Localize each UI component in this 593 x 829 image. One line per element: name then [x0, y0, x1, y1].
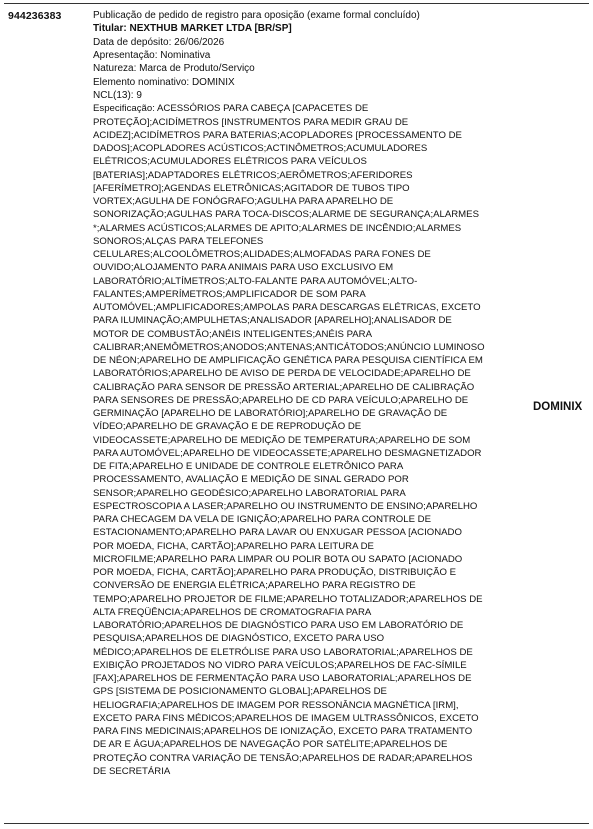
- nominative-element: Elemento nominativo: DOMINIX: [93, 76, 235, 88]
- process-number: 944236383: [8, 10, 62, 22]
- nature: Natureza: Marca de Produto/Serviço: [93, 63, 255, 75]
- bottom-divider: [4, 823, 589, 824]
- presentation: Apresentação: Nominativa: [93, 50, 211, 62]
- ncl-class: NCL(13): 9: [93, 90, 142, 102]
- top-divider: [4, 3, 589, 4]
- publication-status: Publicação de pedido de registro para oposição (exame formal concluído): [93, 10, 420, 21]
- titular: Titular: NEXTHUB MARKET LTDA [BR/SP]: [93, 23, 292, 35]
- deposit-date: Data de depósito: 26/06/2026: [93, 36, 225, 48]
- record-details: [93, 9, 485, 778]
- specification: Especificação: ACESSÓRIOS PARA CABEÇA [CAPACETES DE PROTEÇÃO];ACIDÍMETROS [INSTRUMENTOS PARA MEDIR GRAU DE ACIDEZ];ACIDÍMETROS PARA BATERIAS;ACOPLADORES [PROCESSAMENTO DE DADOS];ACOPLADORES ACÚSTICOS;ACTINÔMETROS;ACUMULADORES ELÉTRICOS;ACUMULADORES ELÉTRICOS PARA VEÍCULOS [BATERIAS];ADAPTADORES ELÉTRICOS;AERÔMETROS;AFERIDORES [AFERÍMETRO];AGENDAS ELETRÔNICAS;AGITADOR DE TUBOS TIPO VORTEX;AGULHA DE FONÓGRAFO;AGULHA PARA APARELHO DE SONORIZAÇÃO;AGULHAS PARA TOCA-DISCOS;ALARME DE SEGURANÇA;ALARMES *;ALARMES ACÚSTICOS;ALARMES DE APITO;ALARMES DE INCÊNDIO;ALARMES SONOROS;ALÇAS PARA TELEFONES CELULARES;ALCOOLÔMETROS;ALIDADES;ALMOFADAS PARA FONES DE OUVIDO;ALOJAMENTO PARA ANIMAIS PARA USO EXCLUSIVO EM LABORATÓRIO;ALTÍMETROS;ALTO-FALANTE PARA AUTOMÓVEL;ALTO-FALANTES;AMPERÍMETROS;AMPLIFICADOR DE SOM PARA AUTOMÓVEL;AMPLIFICADORES;AMPOLAS PARA DESCARGAS ELÉTRICAS, EXCETO PARA ILUMINAÇÃO;AMPULHETAS;ANALISADOR [APARELHO];ANALISADOR DE MOTOR DE COMBUSTÃO;ANÉIS INTELIGENTES;ANÉIS PARA CALIBRAR;ANEMÔMETROS;ANODOS;ANTENAS;ANTICÁTODOS;ANÚNCIO LUMINOSO DE NÉON;APARELHO DE AMPLIFICAÇÃO GENÉTICA PARA PESQUISA CIENTÍFICA EM LABORATÓRIOS;APARELHO DE AVISO DE PERDA DE VELOCIDADE;APARELHO DE CALIBRAÇÃO PARA SENSOR DE PRESSÃO ARTERIAL;APARELHO DE CALIBRAÇÃO PARA SENSORES DE PRESSÃO;APARELHO DE CD PARA VEÍCULO;APARELHO DE GERMINAÇÃO [APARELHO DE LABORATÓRIO];APARELHO DE GRAVAÇÃO DE VÍDEO;APARELHO DE GRAVAÇÃO E DE REPRODUÇÃO DE VIDEOCASSETE;APARELHO DE MEDIÇÃO DE TEMPERATURA;APARELHO DE SOM PARA AUTOMÓVEL;APARELHO DE VIDEOCASSETE;APARELHO DESMAGNETIZADOR DE FITA;APARELHO E UNIDADE DE CONTROLE ELETRÔNICO PARA PROCESSAMENTO, AVALIAÇÃO E MEDIÇÃO DE SINAL GERADO POR SENSOR;APARELHO GEODÉSICO;APARELHO LABORATORIAL PARA ESPECTROSCOPIA A LASER;APARELHO OU INSTRUMENTO DE ENSINO;APARELHO PARA CHECAGEM DA VELA DE IGNIÇÃO;APARELHO PARA CONTROLE DE ESTACIONAMENTO;APARELHO PARA LAVAR OU ENXUGAR PESSOA [ACIONADO POR MOEDA, FICHA, CARTÃO];APARELHO PARA LEITURA DE MICROFILME;APARELHO PARA LIMPAR OU POLIR BOTA OU SAPATO [ACIONADO POR MOEDA, FICHA, CARTÃO];APARELHO PARA PRODUÇÃO, DISTRIBUIÇÃO E CONVERSÃO DE ENERGIA ELÉTRICA;APARELHO PARA REGISTRO DE TEMPO;APARELHO PROJETOR DE FILME;APARELHO TOTALIZADOR;APARELHOS DE ALTA FREQÜÊNCIA;APARELHOS DE CROMATOGRAFIA PARA LABORATÓRIO;APARELHOS DE DIAGNÓSTICO PARA USO EM LABORATÓRIO DE PESQUISA;APARELHOS DE DIAGNÓSTICO, EXCETO PARA USO MÉDICO;APARELHOS DE ELETRÓLISE PARA USO LABORATORIAL;APARELHOS DE EXIBIÇÃO PROJETADOS NO VIDRO PARA VEÍCULOS;APARELHOS DE FAC-SÍMILE [FAX];APARELHOS DE FERMENTAÇÃO PARA USO LABORATORIAL;APARELHOS DE GPS [SISTEMA DE POSICIONAMENTO GLOBAL];APARELHOS DE HELIOGRAFIA;APARELHOS DE IMAGEM POR RESSONÂNCIA MAGNÉTICA [IRM], EXCETO PARA FINS MÉDICOS;APARELHOS DE IMAGEM ULTRASSÔNICOS, EXCETO PARA FINS MEDICINAIS;APARELHOS DE IONIZAÇÃO, EXCETO PARA TRATAMENTO DE AR E ÁGUA;APARELHOS DE NAVEGAÇÃO POR SATÉLITE;APARELHOS DE PROTEÇÃO CONTRA VARIAÇÃO DE TENSÃO;APARELHOS DE RADAR;APARELHOS DE SECRETÁRIA: [93, 103, 485, 777]
- mark-name: DOMINIX: [533, 401, 583, 413]
